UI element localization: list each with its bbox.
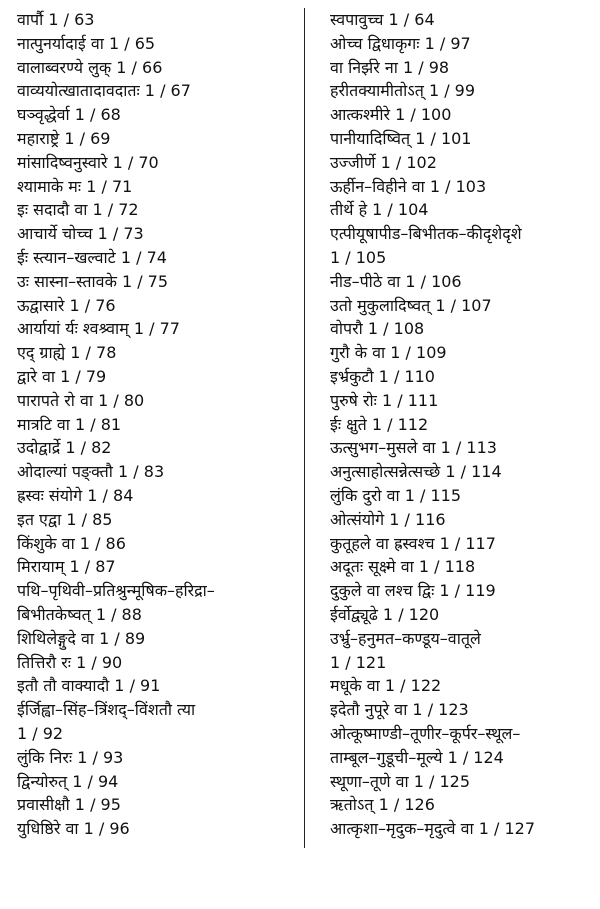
index-entry: पथि–पृथिवी–प्रतिश्रुन्मूषिक–हरिद्रा–	[17, 581, 215, 601]
index-entry: ताम्बूल–गुडूची–मूल्ये 1 / 124	[330, 747, 504, 767]
index-entry: 1 / 92	[17, 723, 64, 743]
index-entry: बिभीतकेष्वत् 1 / 88	[17, 604, 142, 624]
index-entry: पुरुषे रोः 1 / 111	[330, 390, 439, 410]
index-entry: उदोद्वार्द्रे 1 / 82	[17, 438, 112, 458]
index-entry: कुतूहले वा ह्रस्वश्च 1 / 117	[330, 533, 496, 553]
index-entry: ऋतोऽत् 1 / 126	[330, 795, 435, 815]
index-entry: ऊत्सुभग–मुसले वा 1 / 113	[330, 438, 497, 458]
index-entry: पारापते रो वा 1 / 80	[17, 390, 145, 410]
index-entry: मधूके वा 1 / 122	[330, 676, 442, 696]
index-entry: आचार्ये चोच्च 1 / 73	[17, 224, 144, 244]
index-entry: तीर्थे हे 1 / 104	[330, 200, 429, 220]
index-entry: श्यामाके मः 1 / 71	[17, 176, 133, 196]
index-entry: ऊर्हीन–विहीने वा 1 / 103	[330, 176, 487, 196]
index-entry: लुंकि दुरो वा 1 / 115	[330, 485, 462, 505]
index-entry: ईर्वोद्व्यूढे 1 / 120	[330, 604, 440, 624]
index-entry: इतौ तौ वाक्यादौ 1 / 91	[17, 676, 161, 696]
index-entry: मिरायाम् 1 / 87	[17, 557, 116, 577]
index-entry: युधिष्ठिरे वा 1 / 96	[17, 819, 130, 839]
index-entry: लुंकि निरः 1 / 93	[17, 747, 124, 767]
index-entry: इः सदादौ वा 1 / 72	[17, 200, 139, 220]
index-entry: ओत्संयोगे 1 / 116	[330, 509, 446, 529]
index-entry: वा निर्झरे ना 1 / 98	[330, 57, 450, 77]
index-entry: ओदाल्यां पङ्क्तौ 1 / 83	[17, 462, 165, 482]
index-entry: 1 / 105	[330, 247, 387, 267]
index-entry: द्विन्योरुत् 1 / 94	[17, 771, 119, 791]
index-entry: ईर्जिह्वा–सिंह–त्रिंशद्–विंशतौ त्या	[17, 700, 196, 720]
index-entry: स्वपावुच्च 1 / 64	[330, 10, 435, 29]
index-entry: वार्पौ 1 / 63	[17, 10, 95, 29]
index-entry: गुरौ के वा 1 / 109	[330, 343, 447, 363]
index-entry: ह्रस्वः संयोगे 1 / 84	[17, 485, 134, 505]
index-entry: नात्पुनर्यादाई वा 1 / 65	[17, 33, 156, 53]
column-divider	[304, 8, 305, 848]
index-entry: शिथिलेङ्गुदे वा 1 / 89	[17, 628, 146, 648]
index-entry: ओत्कूष्माण्डी–तूणीर–कूर्पर–स्थूल–	[330, 723, 521, 743]
index-entry: पानीयादिष्वित् 1 / 101	[330, 128, 472, 148]
index-entry: उतो मुकुलादिष्वत् 1 / 107	[330, 295, 492, 315]
index-entry: तित्तिरौ रः 1 / 90	[17, 652, 123, 672]
index-entry: प्रवासीक्षौ 1 / 95	[17, 795, 121, 815]
index-entry: अदूतः सूक्ष्मे वा 1 / 118	[330, 557, 476, 577]
index-entry: ऊद्वासारे 1 / 76	[17, 295, 116, 315]
left-column	[17, 8, 297, 841]
index-entry: ओच्च द्विधाकृगः 1 / 97	[330, 33, 471, 53]
index-entry: ईः स्त्यान–खल्वाटे 1 / 74	[17, 247, 167, 267]
index-entry: आत्कश्मीरे 1 / 100	[330, 105, 452, 125]
index-entry: उज्जीर्णे 1 / 102	[330, 152, 437, 172]
index-entry: दुकुले वा लश्च द्विः 1 / 119	[330, 581, 496, 601]
index-entry: वोपरौ 1 / 108	[330, 319, 425, 339]
index-entry: उः सास्ना–स्तावके 1 / 75	[17, 271, 169, 291]
index-entry: वालाब्वरण्ये लुक् 1 / 66	[17, 57, 163, 77]
index-entry: महाराष्ट्रे 1 / 69	[17, 128, 111, 148]
index-entry: वाव्ययोत्खातादावदातः 1 / 67	[17, 81, 191, 101]
index-entry: नीड–पीठे वा 1 / 106	[330, 271, 462, 291]
index-entry: ईः क्षुते 1 / 112	[330, 414, 429, 434]
index-entry: स्थूणा–तूणे वा 1 / 125	[330, 771, 471, 791]
index-entry: उर्भ्रु–हनुमत–कण्डूय–वातूले	[330, 628, 481, 648]
index-entry: द्वारे वा 1 / 79	[17, 366, 107, 386]
index-entry: एद् ग्राह्ये 1 / 78	[17, 343, 117, 363]
index-entry: आत्कृशा–मृदुक–मृदुत्वे वा 1 / 127	[330, 819, 536, 839]
index-entry: घञ्वृद्धेर्वा 1 / 68	[17, 105, 121, 125]
index-entry: 1 / 121	[330, 652, 387, 672]
right-column	[330, 8, 592, 841]
index-entry: मात्रटि वा 1 / 81	[17, 414, 122, 434]
index-entry: अनुत्साहोत्सन्नेत्सच्छे 1 / 114	[330, 462, 502, 482]
index-entry: एत्पीयूषापीड–बिभीतक–कीदृशेदृशे	[330, 224, 522, 244]
index-entry: किंशुके वा 1 / 86	[17, 533, 126, 553]
index-entry: हरीतक्यामीतोऽत् 1 / 99	[330, 81, 476, 101]
index-entry: मांसादिष्वनुस्वारे 1 / 70	[17, 152, 159, 172]
index-entry: इत एद्वा 1 / 85	[17, 509, 113, 529]
index-entry: आर्यायां र्यः श्वश्र्वाम् 1 / 77	[17, 319, 180, 339]
index-entry: इर्भ्रकुटौ 1 / 110	[330, 366, 435, 386]
index-entry: इदेतौ नुपूरे वा 1 / 123	[330, 700, 469, 720]
